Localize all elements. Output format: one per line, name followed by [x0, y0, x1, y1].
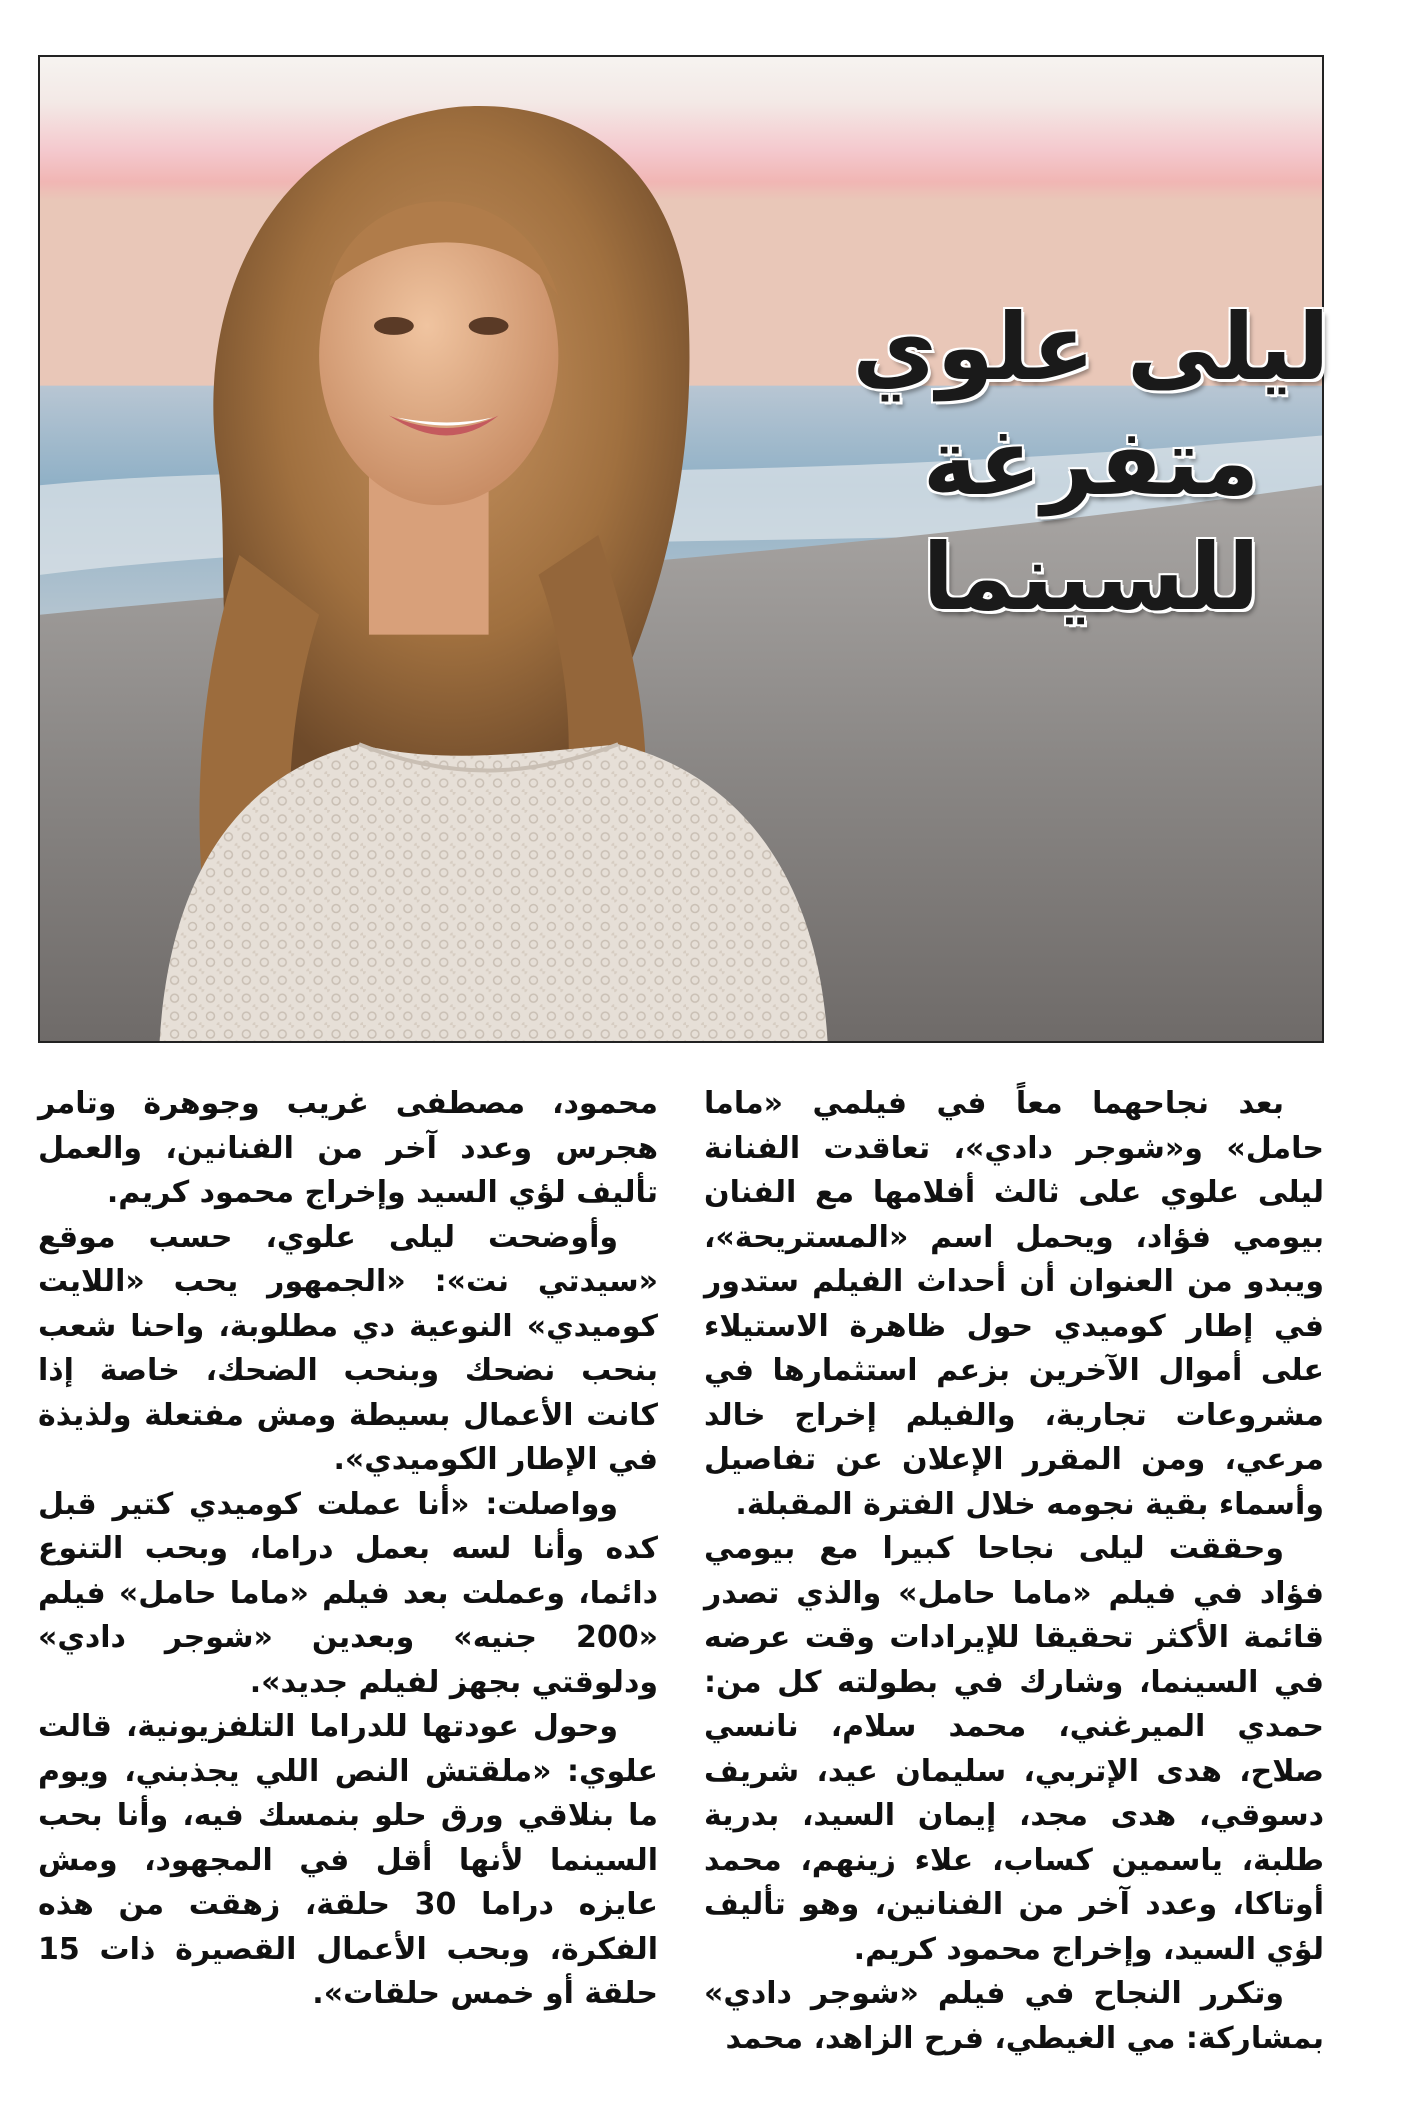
- paragraph: بعد نجاحهما معاً في فيلمي «ماما حامل» و«شوجر دادي»، تعاقدت الفنانة ليلى علوي على ثالث أفلامها مع الفنان بيومي فؤاد، ويحمل اسم «المستريحة»، ويبدو من العنوان أن أحداث الفيلم ستدور في إطار كوميدي حول ظاهرة الاستيلاء على أموال الآخرين بزعم استثمارها في مشروعات تجارية، والفيلم إخراج خالد مرعي، ومن المقرر الإعلان عن تفاصيل وأسماء بقية نجومه خلال الفترة المقبلة.: [704, 1086, 1324, 1522]
- paragraph: محمود، مصطفى غريب وجوهرة وتامر هجرس وعدد آخر من الفنانين، والعمل تأليف لؤي السيد وإخراج محمود كريم.: [38, 1086, 658, 1210]
- paragraph: وحول عودتها للدراما التلفزيونية، قالت علوي: «ملقتش النص اللي يجذبني، ويوم ما بنلاقي ورق حلو بنمسك فيه، وأنا بحب السينما لأنها أقل في المجهود، ومش عايزه دراما 30 حلقة، زهقت من هذه الفكرة، وبحب الأعمال القصيرة ذات 15 حلقة أو خمس حلقات».: [38, 1709, 658, 2011]
- headline-line-1: ليلى علوي: [852, 294, 1330, 401]
- paragraph: وأوضحت ليلى علوي، حسب موقع «سيدتي نت»: «الجمهور يحب «اللايت كوميدي» النوعية دي مطلوبة، واحنا شعب بنحب نضحك وبنحب الضحك، خاصة إذا كانت الأعمال بسيطة ومش مفتعلة ولذيذة في الإطار الكوميدي».: [38, 1219, 658, 1477]
- paragraph: وحققت ليلى نجاحا كبيرا مع بيومي فؤاد في فيلم «ماما حامل» والذي تصدر قائمة الأكثر تحقيقا للإيرادات وقت عرضه في السينما، وشارك في بطولته كل من: حمدي الميرغني، محمد سلام، نانسي صلاح، هدى الإتربي، سليمان عيد، شريف دسوقي، هدى مجد، إيمان السيد، بدرية طلبة، ياسمين كساب، علاء زينهم، محمد أوتاكا، وعدد آخر من الفنانين، وهو تأليف لؤي السيد، وإخراج محمود كريم.: [704, 1531, 1324, 1967]
- headline: [811, 290, 1371, 635]
- article-column-right: [704, 1082, 1324, 2061]
- article-column-left: [38, 1082, 658, 2017]
- paragraph: وواصلت: «أنا عملت كوميدي كتير قبل كده وأنا لسه بعمل دراما، وبحب التنوع دائما، وعملت بعد فيلم «ماما حامل» فيلم «200 جنيه» وبعدين «شوجر دادي» ودلوقتي بجهز لفيلم جديد».: [38, 1486, 658, 1700]
- headline-line-2: متفرغة للسينما: [922, 409, 1260, 631]
- paragraph: وتكرر النجاح في فيلم «شوجر دادي» بمشاركة: مي الغيطي، فرح الزاهد، محمد: [704, 1976, 1324, 2056]
- article-body: [38, 1082, 1324, 2082]
